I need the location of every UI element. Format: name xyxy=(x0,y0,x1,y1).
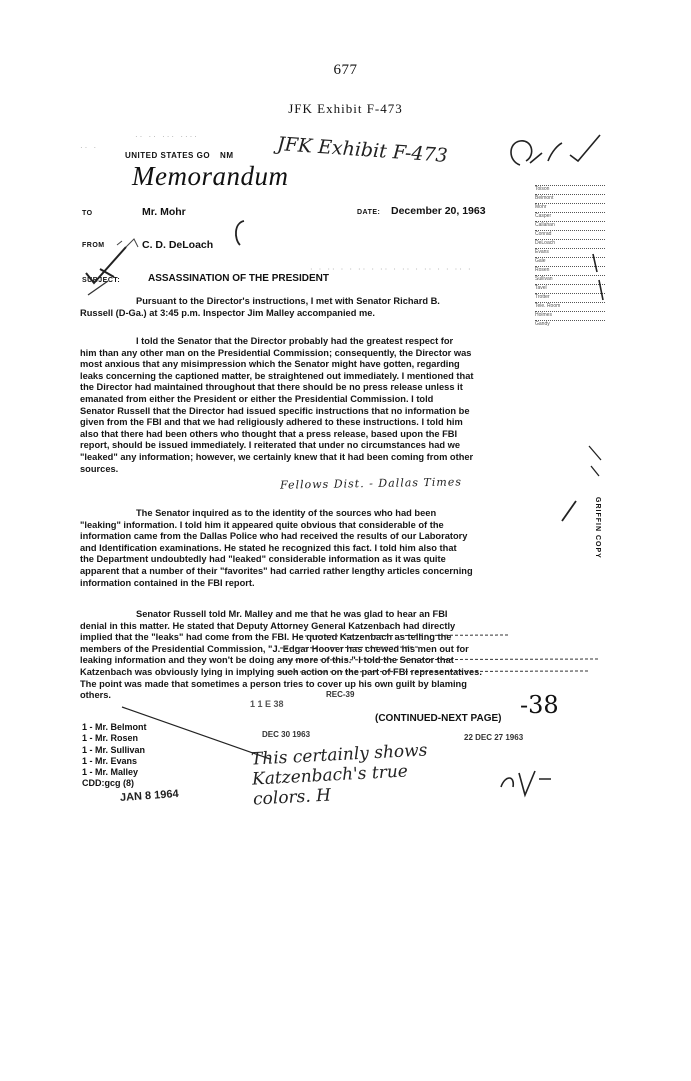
form-number-noise: ·· ·· ··· ···· xyxy=(135,132,199,141)
handwritten-initials-bottom xyxy=(495,765,555,805)
distribution-item: 1 - Mr. Rosen xyxy=(82,733,139,744)
to-label: TO xyxy=(82,210,93,217)
routing-item: Casper xyxy=(535,212,605,218)
routing-item: Holmes xyxy=(535,311,605,317)
paragraph-line: the Department undoubtedly had "leaked" considerable information as it was quite xyxy=(80,554,446,565)
paragraph-line: information contained in the FBI report. xyxy=(80,577,255,588)
continued-next-page: (CONTINUED-NEXT PAGE) xyxy=(375,713,502,724)
memorandum-document xyxy=(80,125,610,815)
paragraph-line: most anxious that any misimpression which the Senator might have gotten, regarding xyxy=(80,359,460,370)
paragraph-line: others. xyxy=(80,690,111,701)
handwritten-comment-line: colors. H xyxy=(252,785,332,810)
paragraph-line: The Senator inquired as to the identity of the sources who had been xyxy=(136,508,437,518)
exhibit-title: JFK Exhibit F-473 xyxy=(288,101,403,116)
handwritten-initial-c xyxy=(230,217,250,249)
paragraph-line: implied that the "leaks" had come from the FBI. He quoted Katzenbach as telling the xyxy=(80,632,452,643)
handwritten-comment-line: Katzenbach's true xyxy=(251,761,409,790)
handwritten-comment xyxy=(251,740,430,809)
paragraph-line: I told the Senator that the Director probably had the greatest respect for xyxy=(136,336,454,346)
date-stamp-dec30: DEC 30 1963 xyxy=(262,730,311,739)
subject-value: ASSASSINATION OF THE PRESIDENT xyxy=(148,273,329,284)
paragraph-line: information came from the Dallas Police who had received the results of our Laboratory xyxy=(80,531,468,542)
margin-check-p3 xyxy=(558,497,582,527)
subject-noise: · · ·· · · ·· · ·· · ·· · ·· · · ·· · xyxy=(310,265,473,274)
routing-item: Tavel xyxy=(535,284,605,290)
paragraph-line: members of the Presidential Commission, "J. Edgar Hoover has chewed his men out for xyxy=(80,643,469,654)
routing-item: Sullivan xyxy=(535,275,605,281)
paragraph-line: The point was made that sometimes a person tries to cover up his own guilt by blaming xyxy=(80,678,467,689)
handwritten-file-number: -38 xyxy=(520,691,559,719)
paragraph-line: the Director had maintained throughout that there should be no press release unless it xyxy=(80,382,463,393)
routing-item: Evans xyxy=(535,248,605,254)
paragraph-line: and Identification examinations. He stated he recognized this fact. I told him also that xyxy=(80,542,457,553)
paragraph-line: Senator Russell told Mr. Malley and me that he was glad to hear an FBI xyxy=(136,609,448,619)
small-stamp-marks: 1 1 E 38 xyxy=(250,699,284,709)
routing-item: Mohr xyxy=(535,203,605,209)
routing-item: Conrad xyxy=(535,230,605,236)
paragraph-1 xyxy=(80,296,600,319)
typist-initials: CDD:gcg (8) xyxy=(82,778,135,789)
routing-item: Gale xyxy=(535,257,605,263)
date-value: December 20, 1963 xyxy=(391,205,486,217)
handwritten-comment-line: This certainly shows xyxy=(250,740,428,770)
paragraph-line: "leaking" information. I told him it appeared quite obvious that considerable of the xyxy=(80,519,444,530)
routing-item: Belmont xyxy=(535,194,605,200)
paragraph-line: report, should be issued immediately. I reiterated that under no circumstances had we xyxy=(80,440,461,451)
handwritten-exhibit-label: JFK Exhibit F-473 xyxy=(276,133,449,167)
paragraph-line: Russell (D-Ga.) at 3:45 p.m. Inspector Jim Malley accompanied me. xyxy=(80,307,376,318)
from-label: FROM xyxy=(82,242,105,249)
date-label: DATE: xyxy=(357,209,381,216)
routing-item: Trotter xyxy=(535,293,605,299)
paragraph-3 xyxy=(80,508,610,589)
paragraph-line: denial in this matter. He stated that Deputy Attorney General Katzenbach had directly xyxy=(80,620,456,631)
routing-item: Tolson xyxy=(535,185,605,191)
paragraph-line: Pursuant to the Director's instructions, I met with Senator Richard B. xyxy=(136,296,440,306)
routing-item: DeLoach xyxy=(535,239,605,245)
to-value: Mr. Mohr xyxy=(142,206,186,218)
paragraph-2 xyxy=(80,336,610,475)
paragraph-line: Senator Russell that the Director had issued specific instructions that no information be xyxy=(80,405,470,416)
paragraph-line: Katzenbach was obviously lying in implying such action on the part of FBI representatives. xyxy=(80,666,482,677)
rec-stamp: REC-39 xyxy=(326,690,355,699)
paragraph-line: given from the FBI and that we had religiously adhered to these instructions. I told him xyxy=(80,417,463,428)
routing-item: Callahan xyxy=(535,221,605,227)
paragraph-line: leaks concerning the captioned matter, be straightened out immediately. I mentioned that xyxy=(80,370,474,381)
page-number: 677 xyxy=(333,62,358,78)
side-stamp: GRIFFIN COPY xyxy=(594,497,601,559)
handwritten-margin-note: Fellows Dist. - Dallas Times xyxy=(279,475,463,492)
paragraph-line: "leaked" any information; however, we certainly knew that it had been coming from other xyxy=(80,451,474,462)
underline-marks xyxy=(280,630,610,690)
routing-item: Rosen xyxy=(535,266,605,272)
routing-item: Tele. Room xyxy=(535,302,605,308)
distribution-item: 1 - Mr. Sullivan xyxy=(82,744,146,755)
memorandum-heading: Memorandum xyxy=(132,161,289,191)
routing-item: Gandy xyxy=(535,320,605,326)
paragraph-line: apparent that a number of their "favorites" had carried rather lengthy articles concerning xyxy=(80,565,473,576)
handwritten-initials-mark xyxy=(500,131,610,176)
agency-name: UNITED STATES GO NM xyxy=(125,151,234,160)
from-value: C. D. DeLoach xyxy=(142,239,214,251)
distribution-item: 1 - Mr. Malley xyxy=(82,767,139,778)
margin-scribble-p1 xyxy=(84,277,114,299)
paragraph-line: sources. xyxy=(80,463,119,474)
subject-label: SUBJECT: xyxy=(82,277,121,284)
date-stamp-dec27: 22 DEC 27 1963 xyxy=(464,733,524,742)
paragraph-line: emanated from either the President or either the Presidential Commission. I told xyxy=(80,393,434,404)
paragraph-line: also that there had been others who thought that a press release, based upon the FBI xyxy=(80,428,458,439)
distribution-item: 1 - Mr. Belmont xyxy=(82,722,147,732)
margin-scribble-p2 xyxy=(585,440,607,480)
distribution-item: 1 - Mr. Evans xyxy=(82,755,138,766)
paragraph-line: leaking information and they won't be doing any more of this." I told the Senator that xyxy=(80,655,454,666)
stray-marks: ·· · xyxy=(80,143,99,152)
paragraph-line: him than any other man on the Presidential Commission; consequently, the Director was xyxy=(80,347,472,358)
date-stamp-jan: JAN 8 1964 xyxy=(119,787,180,805)
